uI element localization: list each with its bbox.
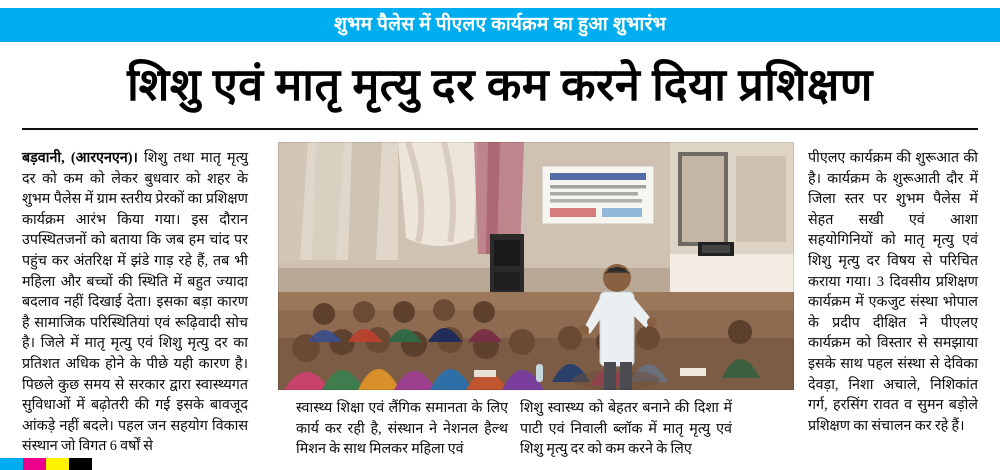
article-column-left [22, 148, 248, 457]
registration-swatch-black [69, 458, 92, 470]
article-column-right: पीएलए कार्यक्रम की शुरूआत की है। कार्यक्रम के शुरूआती दौर में जिला स्तर पर शुभम पैलेस में सेहत सखी एवं आशा सहयोगिनियों को मातृ मृत्यु एवं शिशु मृत्यु दर विषय से परिचित कराया गया। 3 दिवसीय प्रशिक्षण कार्यक्रम में एकजुट संस्था भोपाल के प्रदीप दीक्षित ने पीएलए कार्यक्रम को विस्तार से समझाया इसके साथ पहल संस्था से देविका देवड़ा, निशा अचाले, निशिकांत गर्ग, हरसिंग रावत व सुमन बड़ोले प्रशिक्षण का संचालन कर रहे हैं। [808, 150, 978, 434]
article-dateline: बड़वानी, (आरएनएन)। [22, 150, 138, 166]
kicker-band [0, 8, 1000, 42]
registration-swatch-magenta [23, 458, 46, 470]
article-photo [278, 142, 794, 390]
registration-swatch-cyan [0, 458, 23, 470]
article-column-bottom-2: शिशु स्वास्थ्य को बेहतर बनाने की दिशा में पाटी एवं निवाली ब्लॉक में मातृ मृत्यु एवं शिशु मृत्यु दर को कम करने के लिए [520, 400, 732, 458]
page-headline: शिशु एवं मातृ मृत्यु दर कम करने दिया प्रशिक्षण [127, 60, 873, 110]
cmyk-registration-strip [0, 458, 92, 470]
registration-swatch-yellow [46, 458, 69, 470]
article-column-bottom-1: स्वास्थ्य शिक्षा एवं लैंगिक समानता के लिए कार्य कर रही है, संस्थान ने नेशनल हैल्थ मिशन के साथ मिलकर महिला एवं [296, 400, 508, 458]
article-body-left: शिशु तथा मातृ मृत्यु दर को कम को लेकर बुधवार को शहर के शुभम पैलेस में ग्राम स्तरीय प्रेरकों का प्रशिक्षण कार्यक्रम आरंभ किया गया। इस दौरान उपस्थितजनों को बताया कि जब हम चांद पर पहुंच कर अंतरिक्ष में झंडे गाड़ रहे हैं, तब भी महिला और बच्चों की स्थिति में बहुत ज्यादा बदलाव नहीं दिखाई देता। इसका बड़ा कारण है सामाजिक परिस्थितियां एवं रूढ़िवादी सोच है। जिले में मातृ मृत्यु एवं शिशु मृत्यु दर का प्रतिशत अधिक होने के पीछे यही कारण है। पिछले कुछ समय से सरकार द्वारा स्वास्थ्यगत सुविधाओं में बढ़ोतरी की गई इसके बावजूद आंकड़े नहीं बदले। पहल जन सहयोग विकास संस्थान जो विगत 6 वर्षों से [22, 150, 249, 455]
headline-divider [22, 128, 978, 130]
kicker-text: शुभम पैलेस में पीएलए कार्यक्रम का हुआ शुभारंभ [333, 14, 666, 35]
